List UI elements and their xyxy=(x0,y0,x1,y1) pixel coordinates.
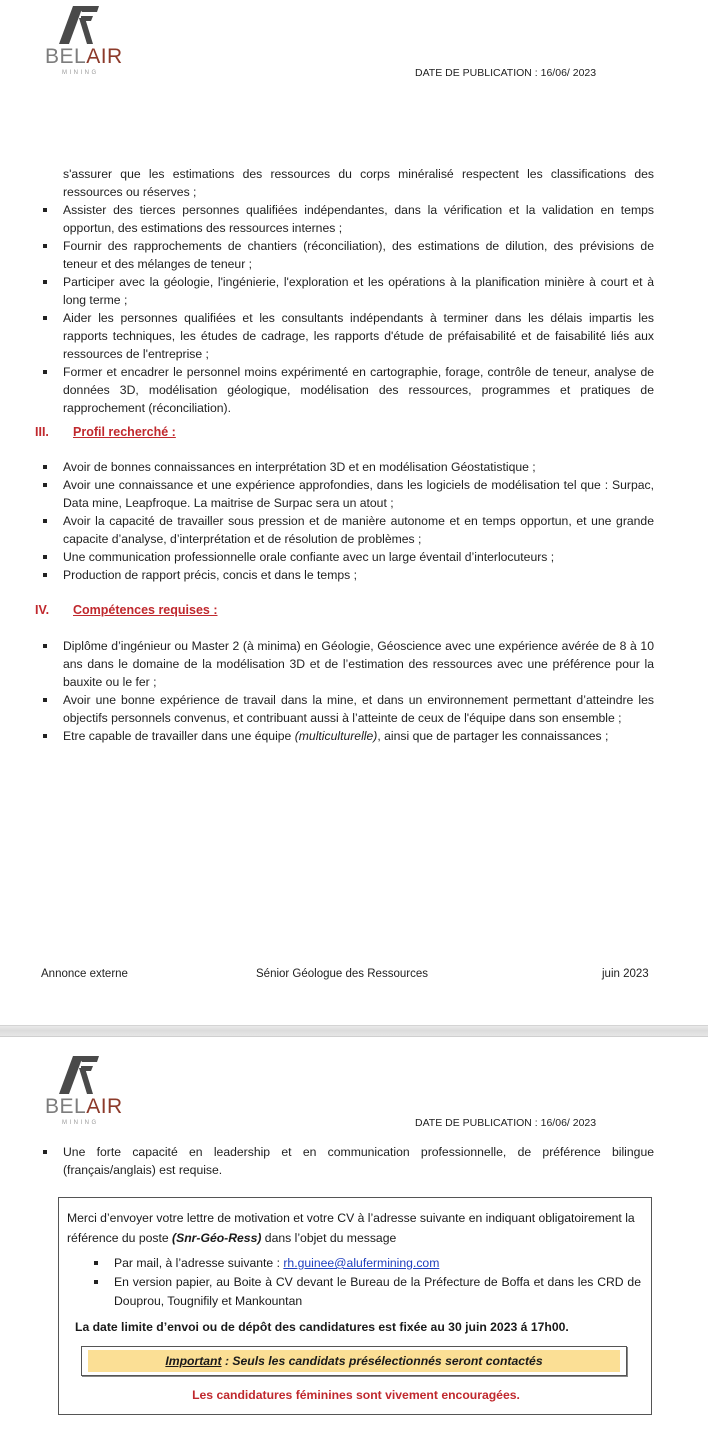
footer-left: Annonce externe xyxy=(41,968,128,980)
email-link[interactable]: rh.guinee@alufermining.com xyxy=(283,1256,440,1270)
deadline-text: La date limite d’envoi ou de dépôt des candidatures est fixée au 30 juin 2023 á 17h00. xyxy=(75,1320,569,1334)
list-item: Avoir de bonnes connaissances en interprétation 3D et en modélisation Géostatistique ; xyxy=(40,458,654,476)
company-logo xyxy=(42,1056,122,1126)
list-item: Avoir la capacité de travailler sous pression et de manière autonome et en temps opportun, et une grande capacite d’analyse, d’interprétation et de résolution de problèmes ; xyxy=(40,512,654,548)
profile-list xyxy=(40,458,654,584)
continuation-text: s'assurer que les estimations des ressources du corps minéralisé respectent les classifications des ressources ou réserves ; xyxy=(63,167,654,199)
application-instructions: Merci d’envoyer votre lettre de motivation et votre CV à l’adresse suivante en indiquant obligatoirement la référence du poste (Snr-Géo-Ress) dans l’objet du message xyxy=(67,1211,635,1245)
brand-name: BELAIR xyxy=(45,1095,123,1118)
missions-list xyxy=(40,165,654,417)
brand-subtitle: MINING xyxy=(62,1120,99,1126)
page-separator xyxy=(0,1025,708,1037)
list-item: Participer avec la géologie, l'ingénierie, l'exploration et les opérations à la planification minière à court et à long terme ; xyxy=(40,273,654,309)
brand-name: BELAIR xyxy=(45,45,123,68)
publication-date: DATE DE PUBLICATION : 16/06/ 2023 xyxy=(415,1117,597,1129)
list-item: En version papier, au Boite à CV devant le Bureau de la Préfecture de Boffa et dans les CRD de Douprou, Tougnifily et Mankountan xyxy=(91,1273,641,1311)
list-item: Aider les personnes qualifiées et les consultants indépendants à terminer dans les délais impartis les rapports techniques, les études de cadrage, les rapports d'étude de préfaisabilité et de faisabilité liés aux ressources de l'entreprise ; xyxy=(40,309,654,363)
list-item: Former et encadrer le personnel moins expérimenté en cartographie, forage, contrôle de teneur, analyse de données 3D, modélisation géologique, modélisation des ressources, programmes et pratiques de rapprochement (réconciliation). xyxy=(40,363,654,417)
publication-date: DATE DE PUBLICATION : 16/06/ 2023 xyxy=(415,67,597,79)
af-logo-icon xyxy=(59,1056,103,1096)
list-item: Diplôme d’ingénieur ou Master 2 (à minima) en Géologie, Géoscience avec une expérience avérée de 8 à 10 ans dans le domaine de la modélisation 3D et de l’estimation des ressources avec une préférence pour la bauxite ou le fer ; xyxy=(40,637,654,691)
list-item: Etre capable de travailler dans une équipe (multiculturelle), ainsi que de partager les connaissances ; xyxy=(40,727,654,745)
footer-center: Sénior Géologue des Ressources xyxy=(256,968,428,980)
list-item: Avoir une bonne expérience de travail dans la mine, et dans un environnement permettant d’atteindre les objectifs personnels convenus, et contribuant aussi à l’atteinte de ceux de l'équipe dans son ensemble ; xyxy=(40,691,654,727)
skills-list xyxy=(40,637,654,745)
list-item: Avoir une connaissance et une expérience approfondies, dans les logiciels de modélisation tel que : Surpac, Data mine, Leapfroque. La maitrise de Surpac sera un atout ; xyxy=(40,476,654,512)
list-item: Une forte capacité en leadership et en communication professionnelle, de préférence bilingue (français/anglais) est requise. xyxy=(40,1143,654,1179)
application-info-box xyxy=(58,1197,652,1415)
footer-right: juin 2023 xyxy=(602,968,649,980)
encouragement-text: Les candidatures féminines sont vivement encouragées. xyxy=(192,1388,520,1402)
list-item: Production de rapport précis, concis et dans le temps ; xyxy=(40,566,654,584)
list-item: Une communication professionnelle orale confiante avec un large éventail d’interlocuteurs ; xyxy=(40,548,654,566)
list-item: Assister des tierces personnes qualifiées indépendantes, dans la vérification et la validation en temps opportun, des estimations des ressources internes ; xyxy=(40,201,654,237)
brand-subtitle: MINING xyxy=(62,70,99,76)
company-logo xyxy=(42,6,122,76)
list-item: Par mail, à l’adresse suivante : rh.guinee@alufermining.com xyxy=(91,1254,641,1273)
section-heading-profile: III. Profil recherché : xyxy=(35,425,176,439)
section-heading-skills: IV. Compétences requises : xyxy=(35,603,218,617)
important-notice: Important : Seuls les candidats présélectionnés seront contactés xyxy=(81,1346,627,1376)
af-logo-icon xyxy=(59,6,103,46)
leadership-list xyxy=(40,1143,654,1179)
list-item: Fournir des rapprochements de chantiers (réconciliation), des estimations de dilution, des prévisions de teneur et des mélanges de teneur ; xyxy=(40,237,654,273)
